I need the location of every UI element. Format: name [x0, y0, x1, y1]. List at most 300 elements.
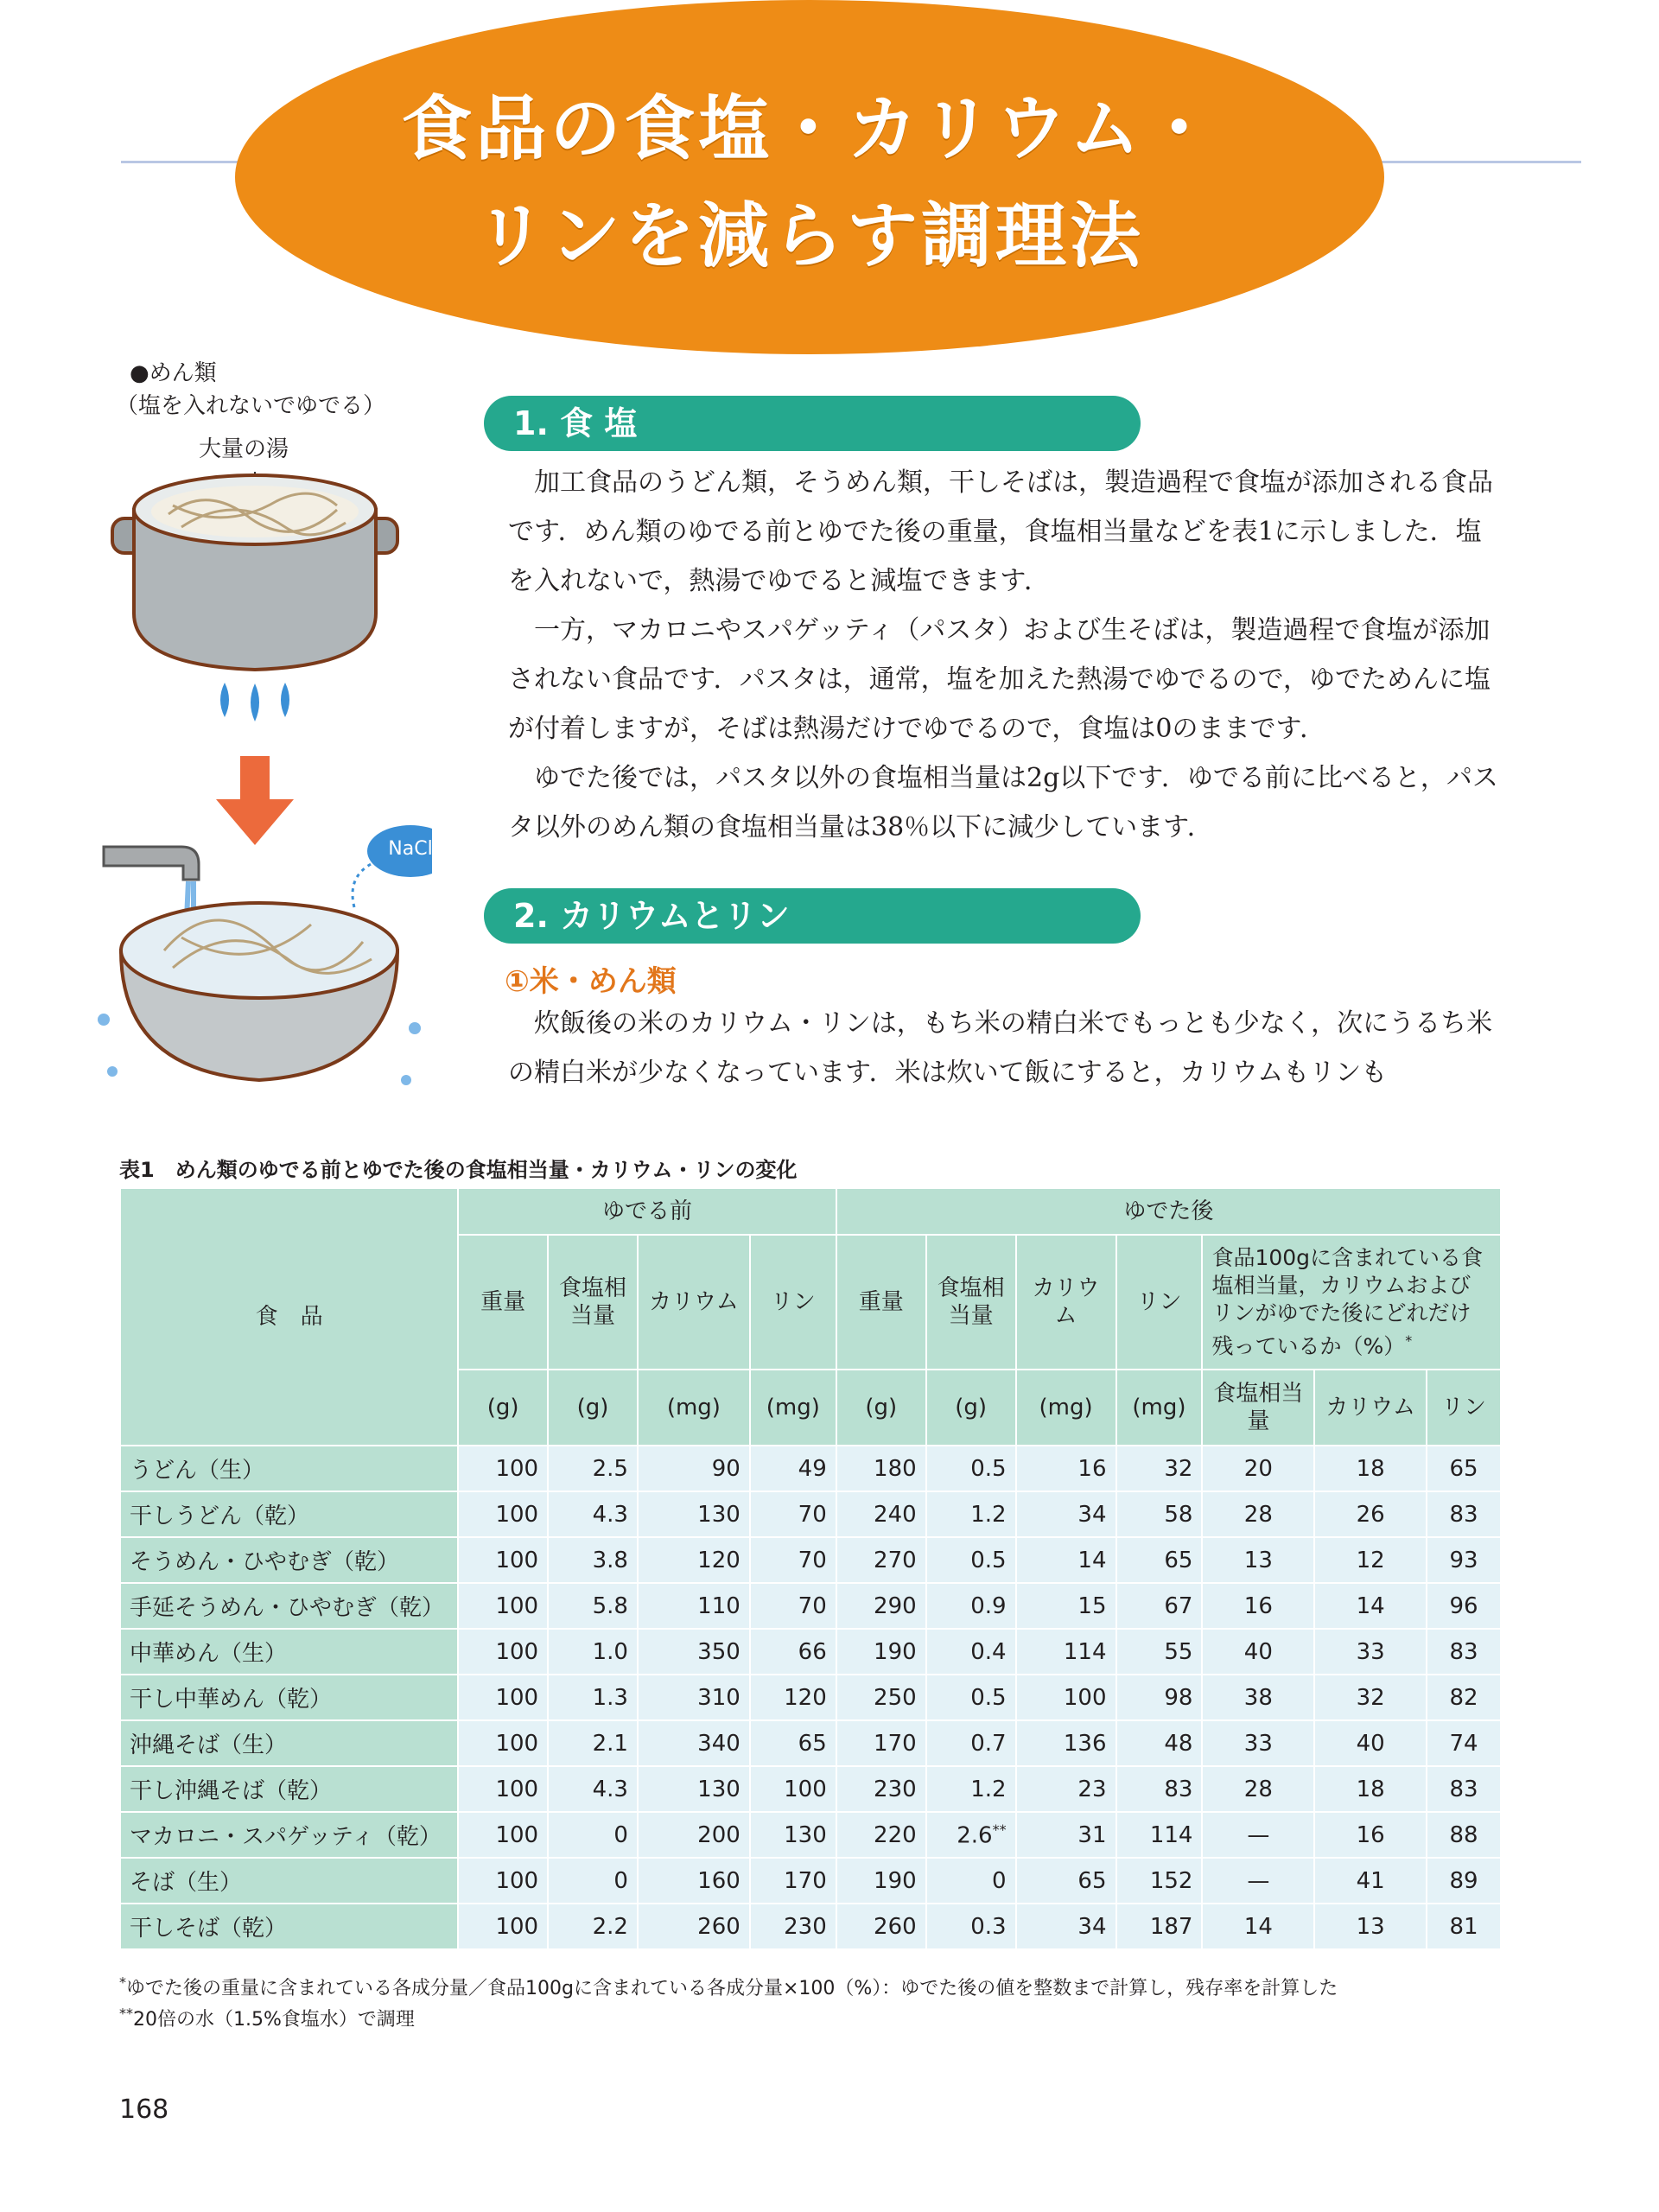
cell-value: 90 — [711, 1455, 741, 1482]
cell-value: 4.3 — [592, 1776, 628, 1802]
table-row — [120, 1858, 1501, 1904]
food-name: うどん（生） — [120, 1446, 458, 1491]
cell-r-k — [1314, 1904, 1427, 1949]
section2-heading: 2. カリウムとリン — [484, 888, 1141, 944]
cell-b-p — [750, 1858, 836, 1904]
cell-value: 260 — [874, 1913, 917, 1940]
cell-r-s — [1202, 1766, 1314, 1812]
cell-value: 40 — [1243, 1638, 1273, 1665]
cell-r-s — [1202, 1675, 1314, 1720]
section1-paragraph: 加工食品のうどん類，そうめん類，干しそばは，製造過程で食塩が添加される食品です．めん類のゆでる前とゆでた後の重量，食塩相当量などを表1に示しました．塩を入れないで，熱湯でゆでると減塩できます． — [508, 467, 1493, 596]
cell-a-s — [926, 1720, 1016, 1766]
cell-a-p — [1116, 1720, 1203, 1766]
cell-value: 5.8 — [592, 1592, 628, 1619]
food-name: マカロニ・スパゲッティ（乾） — [120, 1812, 458, 1858]
cell-value: 13 — [1356, 1913, 1385, 1940]
cell-a-w — [836, 1583, 926, 1629]
footnote-1-mark: * — [119, 1974, 126, 1991]
cell-value: 65 — [1164, 1547, 1193, 1573]
cell-value: 0 — [992, 1867, 1007, 1894]
cell-value: 49 — [798, 1455, 827, 1482]
cell-a-k — [1016, 1446, 1116, 1491]
cell-value: 70 — [798, 1547, 827, 1573]
footnote-2 — [119, 2005, 415, 2031]
table-row — [120, 1629, 1501, 1675]
cell-value: 100 — [495, 1776, 539, 1802]
food-name: 中華めん（生） — [120, 1629, 458, 1675]
unit-g: (g) — [548, 1370, 638, 1446]
cell-value: 55 — [1164, 1638, 1193, 1665]
cell-value: 100 — [495, 1913, 539, 1940]
cell-value: 2.5 — [592, 1455, 628, 1482]
cell-r-s — [1202, 1583, 1314, 1629]
table-row — [120, 1675, 1501, 1720]
illus-caption-pot: 大量の湯 — [199, 436, 289, 462]
cell-b-k — [638, 1720, 750, 1766]
arrow-down-icon — [216, 756, 294, 845]
cell-a-k — [1016, 1675, 1116, 1720]
section2-subheading: ①米・めん類 — [505, 964, 677, 999]
section2-body — [508, 999, 1502, 1097]
cell-value: 13 — [1243, 1547, 1273, 1573]
cell-value: 1.3 — [592, 1684, 628, 1711]
cell-value: 16 — [1356, 1821, 1385, 1848]
food-name: 沖縄そば（生） — [120, 1720, 458, 1766]
cell-value: 23 — [1077, 1776, 1107, 1802]
cell-value: 200 — [697, 1821, 741, 1848]
cell-b-w — [458, 1629, 548, 1675]
cell-b-p — [750, 1583, 836, 1629]
cell-b-w — [458, 1583, 548, 1629]
food-name: 干しそば（乾） — [120, 1904, 458, 1949]
header-potassium: カリウム — [638, 1235, 750, 1370]
cell-r-p — [1427, 1858, 1501, 1904]
cell-value: 290 — [874, 1592, 917, 1619]
cell-value: 100 — [495, 1592, 539, 1619]
footnote-1-text: ゆでた後の重量に含まれている各成分量／食品100gに含まれている各成分量×100（%）：ゆでた後の値を整数まで計算し，残存率を計算した — [126, 1978, 1338, 1999]
unit-g: (g) — [926, 1370, 1016, 1446]
cell-a-w — [836, 1858, 926, 1904]
cell-a-k — [1016, 1720, 1116, 1766]
cell-value: 65 — [1449, 1455, 1478, 1482]
cell-r-s — [1202, 1537, 1314, 1583]
cell-b-p — [750, 1720, 836, 1766]
cell-b-p — [750, 1675, 836, 1720]
cell-b-s — [548, 1812, 638, 1858]
cell-b-s — [548, 1583, 638, 1629]
colander-icon — [121, 903, 397, 1080]
faucet-icon — [104, 847, 199, 880]
cell-value: 190 — [874, 1867, 917, 1894]
header-salt: 食塩相当量 — [926, 1235, 1016, 1370]
cell-r-k — [1314, 1491, 1427, 1537]
cell-value: 100 — [495, 1547, 539, 1573]
footnote-2-text: 20倍の水（1.5%食塩水）で調理 — [133, 2009, 415, 2031]
cell-r-p — [1427, 1491, 1501, 1537]
cell-b-s — [548, 1446, 638, 1491]
cell-value: 15 — [1077, 1592, 1107, 1619]
cell-value: 0 — [613, 1821, 628, 1848]
cell-value: 100 — [1063, 1684, 1107, 1711]
table-row — [120, 1537, 1501, 1583]
cell-r-p — [1427, 1537, 1501, 1583]
cell-value: 58 — [1164, 1501, 1193, 1528]
cell-value: 70 — [798, 1592, 827, 1619]
cell-value: 187 — [1149, 1913, 1193, 1940]
cell-r-k — [1314, 1446, 1427, 1491]
cell-a-k — [1016, 1766, 1116, 1812]
cell-value: 2.2 — [592, 1913, 628, 1940]
cell-b-p — [750, 1491, 836, 1537]
cell-value: — — [1247, 1867, 1270, 1894]
cell-value: 34 — [1077, 1501, 1107, 1528]
page-number: 168 — [119, 2094, 169, 2125]
cell-value: 170 — [874, 1730, 917, 1757]
section1-paragraph: 一方，マカロニやスパゲッティ（パスタ）および生そばは，製造過程で食塩が添加されない食品です．パスタは，通常，塩を加えた熱湯でゆでるので，ゆでためんに塩が付着しますが，そばは熱湯だけでゆでるので，食塩は0のままです． — [508, 615, 1491, 744]
table-row — [120, 1812, 1501, 1858]
cell-a-s — [926, 1675, 1016, 1720]
cell-value: 114 — [1149, 1821, 1193, 1848]
food-name: 干し中華めん（乾） — [120, 1675, 458, 1720]
cell-b-w — [458, 1812, 548, 1858]
cell-value: 67 — [1164, 1592, 1193, 1619]
header-retention — [1202, 1235, 1501, 1370]
cell-r-p — [1427, 1583, 1501, 1629]
pot-icon — [112, 475, 397, 670]
cell-a-s — [926, 1812, 1016, 1858]
header-salt: 食塩相当量 — [548, 1235, 638, 1370]
cell-a-k — [1016, 1904, 1116, 1949]
cell-r-p — [1427, 1629, 1501, 1675]
cell-value: 48 — [1164, 1730, 1193, 1757]
cell-a-p — [1116, 1583, 1203, 1629]
cell-value: 18 — [1356, 1455, 1385, 1482]
cell-value: 14 — [1243, 1913, 1273, 1940]
cell-r-s — [1202, 1812, 1314, 1858]
cell-value: 4.3 — [592, 1501, 628, 1528]
cell-value: 26 — [1356, 1501, 1385, 1528]
cell-b-s — [548, 1491, 638, 1537]
header-before: ゆでる前 — [458, 1188, 836, 1235]
cell-b-p — [750, 1537, 836, 1583]
cell-value: 160 — [697, 1867, 741, 1894]
cell-b-s — [548, 1766, 638, 1812]
sub-potassium: カリウム — [1314, 1370, 1427, 1446]
cell-value: 96 — [1449, 1592, 1478, 1619]
cell-a-k — [1016, 1537, 1116, 1583]
cell-value: 32 — [1164, 1455, 1193, 1482]
cell-value: 28 — [1243, 1776, 1273, 1802]
cell-value: 0 — [613, 1867, 628, 1894]
cell-value: 100 — [495, 1501, 539, 1528]
cell-a-k — [1016, 1858, 1116, 1904]
cell-value: 350 — [697, 1638, 741, 1665]
header-after: ゆでた後 — [836, 1188, 1501, 1235]
cell-value: 100 — [784, 1776, 827, 1802]
cell-r-k — [1314, 1675, 1427, 1720]
cell-r-k — [1314, 1537, 1427, 1583]
cell-value: 14 — [1356, 1592, 1385, 1619]
cell-value: 34 — [1077, 1913, 1107, 1940]
cell-value: 0.5 — [970, 1455, 1007, 1482]
cell-r-k — [1314, 1812, 1427, 1858]
cell-b-k — [638, 1904, 750, 1949]
food-name: 干しうどん（乾） — [120, 1491, 458, 1537]
cell-value: 260 — [697, 1913, 741, 1940]
cell-value: 38 — [1243, 1684, 1273, 1711]
cell-b-w — [458, 1720, 548, 1766]
cell-value: 310 — [697, 1684, 741, 1711]
cell-value: 89 — [1449, 1867, 1478, 1894]
cell-b-k — [638, 1491, 750, 1537]
cell-b-w — [458, 1675, 548, 1720]
cell-b-k — [638, 1446, 750, 1491]
cell-a-k — [1016, 1491, 1116, 1537]
cell-b-k — [638, 1675, 750, 1720]
cell-r-p — [1427, 1720, 1501, 1766]
header-retention-text: 食品100gに含まれている食塩相当量，カリウムおよびリンがゆでた後にどれだけ残っているか（%） — [1211, 1244, 1484, 1359]
cell-a-p — [1116, 1629, 1203, 1675]
cell-value: 3.8 — [592, 1547, 628, 1573]
table-row — [120, 1766, 1501, 1812]
flame-icon — [220, 683, 289, 721]
cell-a-w — [836, 1629, 926, 1675]
cell-value: 0.3 — [970, 1913, 1007, 1940]
cell-a-s — [926, 1491, 1016, 1537]
section1-heading: 1. 食 塩 — [484, 396, 1141, 451]
cell-a-p — [1116, 1858, 1203, 1904]
cell-b-s — [548, 1904, 638, 1949]
cell-r-s — [1202, 1904, 1314, 1949]
cell-value: 83 — [1449, 1638, 1478, 1665]
header-rule-right — [1357, 161, 1581, 163]
cell-r-k — [1314, 1629, 1427, 1675]
cell-value: 70 — [798, 1501, 827, 1528]
cell-value: 100 — [495, 1867, 539, 1894]
cell-a-s — [926, 1537, 1016, 1583]
salt-mark: ** — [992, 1821, 1007, 1838]
table-row — [120, 1904, 1501, 1949]
cell-value: 74 — [1449, 1730, 1478, 1757]
unit-mg: (mg) — [1116, 1370, 1203, 1446]
cell-a-p — [1116, 1904, 1203, 1949]
noodle-table — [119, 1187, 1502, 1950]
cell-value: 120 — [784, 1684, 827, 1711]
header-phosphorus: リン — [1116, 1235, 1203, 1370]
unit-g: (g) — [836, 1370, 926, 1446]
cell-value: 100 — [495, 1730, 539, 1757]
food-name: そば（生） — [120, 1858, 458, 1904]
cell-r-p — [1427, 1675, 1501, 1720]
cell-r-s — [1202, 1858, 1314, 1904]
cell-a-s — [926, 1629, 1016, 1675]
cell-b-s — [548, 1720, 638, 1766]
title-line-1: 食品の食塩・カリウム・ — [401, 88, 1218, 170]
cell-a-w — [836, 1812, 926, 1858]
cell-value: 1.0 — [592, 1638, 628, 1665]
cell-value: 110 — [697, 1592, 741, 1619]
illus-caption-title: ●めん類 — [130, 360, 217, 386]
cell-r-p — [1427, 1766, 1501, 1812]
cell-b-k — [638, 1537, 750, 1583]
cell-value: 81 — [1449, 1913, 1478, 1940]
cell-a-p — [1116, 1675, 1203, 1720]
section2-paragraph: 炊飯後の米のカリウム・リンは，もち米の精白米でもっとも少なく，次にうるち米の精白米が少なくなっています．米は炊いて飯にすると，カリウムもリンも — [508, 1008, 1493, 1088]
header-phosphorus: リン — [750, 1235, 836, 1370]
cell-a-w — [836, 1904, 926, 1949]
cell-value: 0.5 — [970, 1684, 1007, 1711]
cell-b-k — [638, 1583, 750, 1629]
cell-value: 130 — [697, 1501, 741, 1528]
cell-value: 250 — [874, 1684, 917, 1711]
table-row — [120, 1720, 1501, 1766]
cell-r-k — [1314, 1858, 1427, 1904]
cell-r-p — [1427, 1446, 1501, 1491]
cell-b-s — [548, 1858, 638, 1904]
cell-a-p — [1116, 1766, 1203, 1812]
cell-value: — — [1247, 1821, 1270, 1848]
cell-value: 100 — [495, 1638, 539, 1665]
cell-value: 16 — [1243, 1592, 1273, 1619]
cell-a-p — [1116, 1446, 1203, 1491]
cell-r-k — [1314, 1583, 1427, 1629]
cell-value: 130 — [784, 1821, 827, 1848]
cell-value: 1.2 — [970, 1501, 1007, 1528]
cell-value: 100 — [495, 1455, 539, 1482]
cell-a-w — [836, 1537, 926, 1583]
cell-a-s — [926, 1858, 1016, 1904]
cell-b-p — [750, 1446, 836, 1491]
cell-value: 114 — [1063, 1638, 1107, 1665]
header-food: 食 品 — [120, 1188, 458, 1446]
cell-b-s — [548, 1537, 638, 1583]
cell-b-w — [458, 1904, 548, 1949]
cell-value: 170 — [784, 1867, 827, 1894]
cell-value: 1.2 — [970, 1776, 1007, 1802]
cell-value: 65 — [798, 1730, 827, 1757]
nacl-label: NaCl — [388, 838, 433, 860]
cell-value: 31 — [1077, 1821, 1107, 1848]
cell-b-w — [458, 1446, 548, 1491]
cell-value: 14 — [1077, 1547, 1107, 1573]
cell-value: 340 — [697, 1730, 741, 1757]
footnote-2-mark: ** — [119, 2005, 133, 2022]
header-weight: 重量 — [836, 1235, 926, 1370]
cell-value: 12 — [1356, 1547, 1385, 1573]
section1-body — [508, 458, 1502, 852]
footnote-1 — [119, 1974, 1338, 2000]
unit-mg: (mg) — [1016, 1370, 1116, 1446]
cell-r-k — [1314, 1766, 1427, 1812]
cell-b-w — [458, 1491, 548, 1537]
cell-r-p — [1427, 1904, 1501, 1949]
title-line-2: リンを減らす調理法 — [474, 195, 1144, 277]
cell-r-p — [1427, 1812, 1501, 1858]
cell-value: 240 — [874, 1501, 917, 1528]
table-row — [120, 1583, 1501, 1629]
cell-a-w — [836, 1675, 926, 1720]
cell-value: 83 — [1164, 1776, 1193, 1802]
cell-value: 220 — [874, 1821, 917, 1848]
cell-value: 0.4 — [970, 1638, 1007, 1665]
cell-value: 66 — [798, 1638, 827, 1665]
retention-mark: * — [1405, 1332, 1413, 1349]
noodle-illustration — [86, 354, 432, 1115]
cell-r-s — [1202, 1629, 1314, 1675]
page-title — [235, 76, 1384, 290]
cell-b-p — [750, 1629, 836, 1675]
cell-b-s — [548, 1675, 638, 1720]
cell-value: 152 — [1149, 1867, 1193, 1894]
cell-b-w — [458, 1537, 548, 1583]
sub-salt: 食塩相当量 — [1202, 1370, 1314, 1446]
cell-value: 20 — [1243, 1455, 1273, 1482]
cell-value: 100 — [495, 1821, 539, 1848]
cell-value: 100 — [495, 1684, 539, 1711]
cell-a-w — [836, 1720, 926, 1766]
cell-value: 18 — [1356, 1776, 1385, 1802]
cell-a-s — [926, 1904, 1016, 1949]
food-name: 干し沖縄そば（乾） — [120, 1766, 458, 1812]
cell-value: 93 — [1449, 1547, 1478, 1573]
cell-a-k — [1016, 1583, 1116, 1629]
cell-b-k — [638, 1812, 750, 1858]
cell-a-k — [1016, 1629, 1116, 1675]
cell-value: 0.5 — [970, 1547, 1007, 1573]
cell-b-s — [548, 1629, 638, 1675]
cell-value: 2.1 — [592, 1730, 628, 1757]
cell-value: 190 — [874, 1638, 917, 1665]
cell-a-k — [1016, 1812, 1116, 1858]
cell-value: 33 — [1243, 1730, 1273, 1757]
cell-r-s — [1202, 1720, 1314, 1766]
cell-b-k — [638, 1858, 750, 1904]
cell-a-p — [1116, 1491, 1203, 1537]
pot-colander-drawing — [86, 354, 432, 1115]
cell-b-k — [638, 1766, 750, 1812]
cell-value: 41 — [1356, 1867, 1385, 1894]
cell-b-p — [750, 1904, 836, 1949]
header-potassium: カリウム — [1016, 1235, 1116, 1370]
cell-b-p — [750, 1766, 836, 1812]
cell-value: 83 — [1449, 1776, 1478, 1802]
cell-value: 65 — [1077, 1867, 1107, 1894]
cell-a-s — [926, 1766, 1016, 1812]
cell-value: 40 — [1356, 1730, 1385, 1757]
table-row — [120, 1446, 1501, 1491]
cell-r-k — [1314, 1720, 1427, 1766]
food-name: 手延そうめん・ひやむぎ（乾） — [120, 1583, 458, 1629]
cell-value: 98 — [1164, 1684, 1193, 1711]
cell-value: 16 — [1077, 1455, 1107, 1482]
section1-paragraph: ゆでた後では，パスタ以外の食塩相当量は2g以下です．ゆでる前に比べると，パスタ以外のめん類の食塩相当量は38％以下に減少しています． — [508, 763, 1498, 842]
unit-mg: (mg) — [750, 1370, 836, 1446]
cell-value: 88 — [1449, 1821, 1478, 1848]
cell-value: 230 — [784, 1913, 827, 1940]
cell-value: 83 — [1449, 1501, 1478, 1528]
cell-a-w — [836, 1766, 926, 1812]
cell-value: 33 — [1356, 1638, 1385, 1665]
cell-value: 230 — [874, 1776, 917, 1802]
unit-g: (g) — [458, 1370, 548, 1446]
cell-value: 180 — [874, 1455, 917, 1482]
cell-a-s — [926, 1583, 1016, 1629]
cell-b-p — [750, 1812, 836, 1858]
cell-value: 2.6 — [957, 1822, 993, 1849]
table-row — [120, 1491, 1501, 1537]
cell-a-w — [836, 1491, 926, 1537]
cell-value: 28 — [1243, 1501, 1273, 1528]
